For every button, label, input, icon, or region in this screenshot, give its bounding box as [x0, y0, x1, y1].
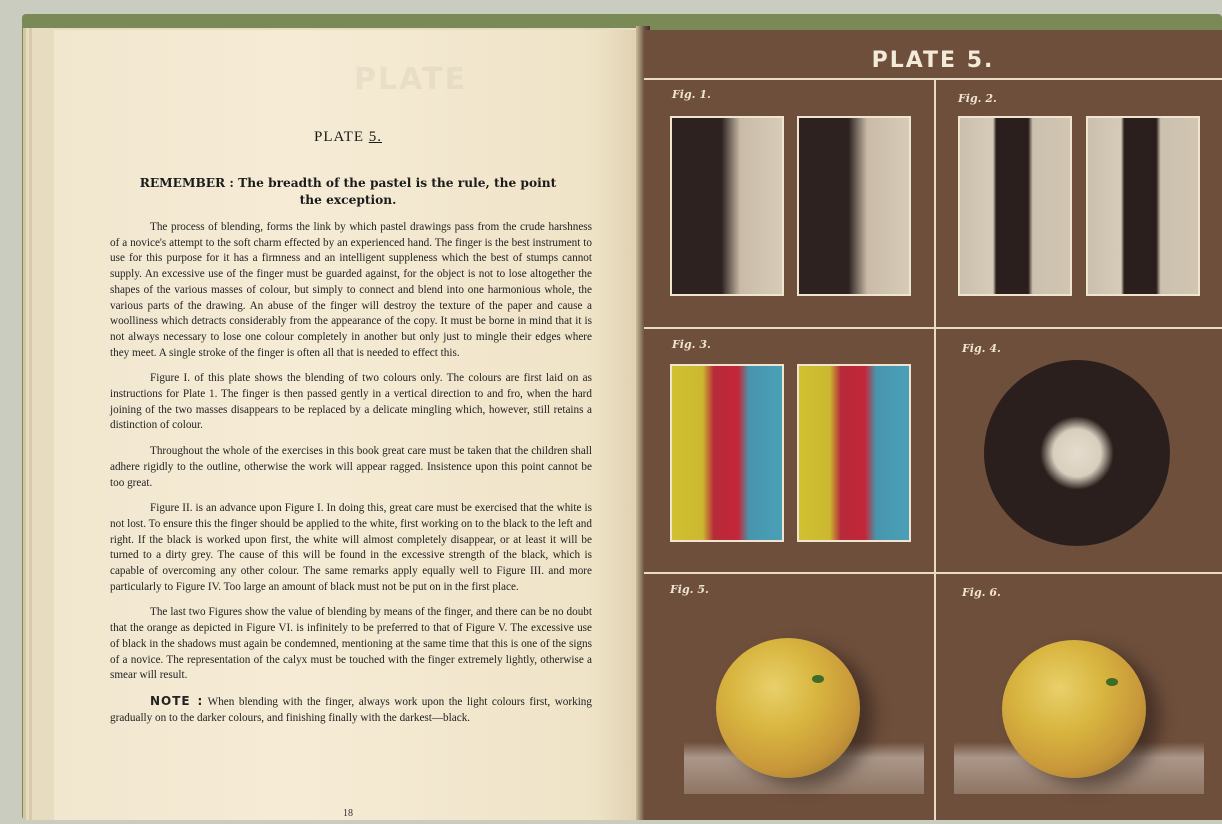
fig-5-label: Fig. 5.	[670, 583, 709, 596]
plate-heading-prefix: PLATE	[314, 129, 364, 145]
fig-3-swatch-left	[670, 364, 784, 542]
left-page	[54, 30, 642, 820]
fig-3-label: Fig. 3.	[672, 338, 711, 351]
fig-5-calyx	[812, 675, 824, 683]
plate-heading	[54, 129, 642, 146]
fig-2-swatch-right	[1086, 116, 1200, 296]
page-number: 18	[343, 808, 353, 819]
note-paragraph	[110, 694, 592, 726]
remember-line-1: REMEMBER : The breadth of the pastel is the rule, the point	[139, 176, 557, 190]
remember-line-2: the exception.	[299, 193, 397, 207]
plate-frame-top	[644, 78, 1222, 80]
paragraph-figure-1: Figure I. of this plate shows the blending of two colours only. The colours are first laid on as instructions for Plate 1. The finger is then passed gently in a vertical direction to and fro, when the hard joining of the two masses disappears to be replaced by a delicate mingling which, however, still retains a distinction of colour.	[110, 372, 592, 432]
plate-title: PLATE 5.	[871, 48, 995, 73]
fig-3-swatch-right	[797, 364, 911, 542]
plate-divider-2	[644, 572, 1222, 574]
fig-6-orange	[1002, 640, 1146, 778]
show-through-text: PLATE	[354, 62, 467, 97]
fig-1-swatch-right	[797, 116, 911, 296]
paragraph-outline: Throughout the whole of the exercises in this book great care must be taken that the children shall adhere rigidly to the outline, otherwise the work will appear ragged. Insistence upon this point cannot be too great.	[110, 445, 592, 489]
paragraph-figure-2: Figure II. is an advance upon Figure I. In doing this, great care must be exercised that the white is not lost. To ensure this the finger should be applied to the white, first working on to the black to the left and right. If the black is worked upon first, the white will almost completely disappear, or at least it will be turned to a dirty grey. The cause of this will be found in the excessive strength of the black, which is capable of overcoming any other colour. The same remarks apply equally well to Figure III. and more particularly to Figure IV. Too large an amount of black must not be put on in the first place.	[110, 502, 592, 593]
note-text: When blending with the finger, always work upon the light colours first, working gradually on to the darker colours, and finishing finally with the darkest—black.	[110, 695, 592, 724]
fig-6-calyx	[1106, 678, 1118, 686]
fig-6-label: Fig. 6.	[962, 586, 1001, 599]
body-text	[110, 220, 592, 736]
fig-1-label: Fig. 1.	[672, 88, 711, 101]
paragraph-last-figures: The last two Figures show the value of blending by means of the finger, and there can be no doubt that the orange as depicted in Figure VI. is infinitely to be preferred to that of Figure V. The excessive use of black in the shadows must again be condemned, mentioning at the same time that this is one of the signs of a novice. The representation of the calyx must be touched with the finger extremely lightly, otherwise a smear will result.	[110, 606, 592, 682]
plate-heading-number: 5.	[368, 129, 382, 145]
fig-2-label: Fig. 2.	[958, 92, 997, 105]
fig-2-swatch-left	[958, 116, 1072, 296]
plate-divider-1	[644, 327, 1222, 329]
right-page-plate	[644, 30, 1222, 820]
fig-1-swatch-left	[670, 116, 784, 296]
fig-4-label: Fig. 4.	[962, 342, 1001, 355]
plate-divider-vertical	[934, 78, 936, 820]
note-label: NOTE :	[150, 693, 204, 708]
paragraph-intro: The process of blending, forms the link by which pastel drawings pass from the crude harshness of a novice's attempt to the soft charm effected by an experienced hand. The finger is the best instrument to use for this purpose for it has a firmness and an intelligent suppleness which the best of stumps cannot supply. An excessive use of the finger must be guarded against, for the object is not to lose altogether the shapes of the various masses of colour, but simply to connect and blend into one harmonious whole, the various parts of the drawing. An abuse of the finger will destroy the texture of the paper and cause a woolliness which detracts considerably from the appearance of the copy. It must be borne in mind that it is not always necessary to lose one colour completely in another but only just to mingle their edges where they meet. A single stroke of the finger is often all that is needed to effect this.	[110, 221, 592, 359]
remember-heading	[114, 175, 582, 209]
fig-4-ring	[984, 360, 1170, 546]
fig-5-orange	[716, 638, 860, 778]
